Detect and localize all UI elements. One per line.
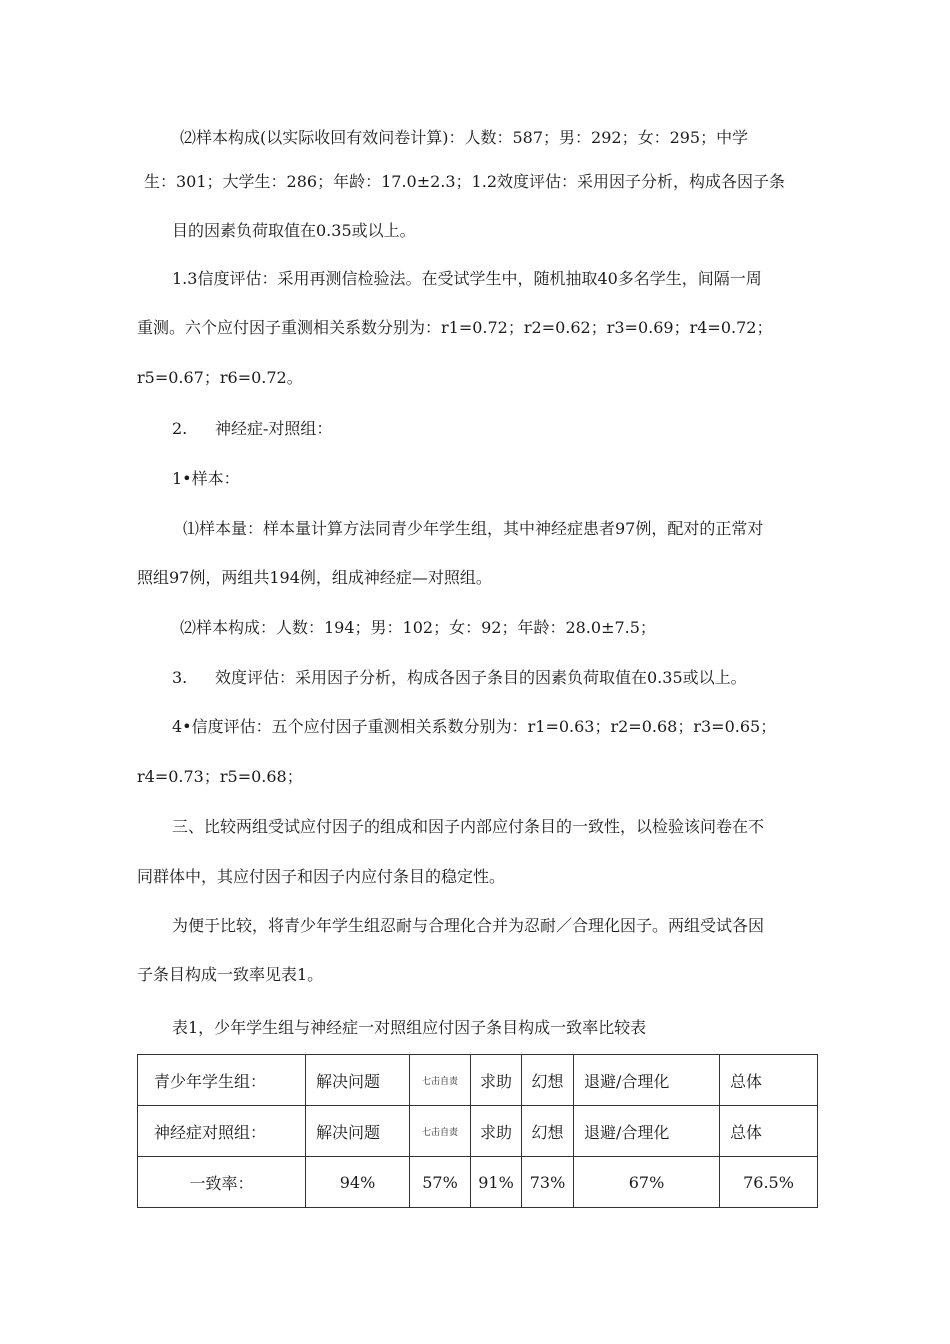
table-cell-problem-solving: 解决问题 [306, 1106, 410, 1157]
table-cell-row-label: 一致率： [138, 1157, 306, 1208]
paragraph-sample-composition-neurosis: ⑵样本构成：人数：194；男：102；女：92；年龄：28.0±7.5； [180, 618, 656, 637]
paragraph-reliability-line1: 1.3信度评估：采用再测信检验法。在受试学生中，随机抽取40多名学生，间隔一周 [172, 269, 762, 288]
table-row-adolescent [138, 1055, 818, 1106]
section-validity-number: 3. [172, 668, 188, 687]
consistency-table [137, 1054, 818, 1208]
paragraph-sample-composition-line2: 生：301；大学生：286；年龄：17.0±2.3；1.2效度评估：采用因子分析，构成各因子条 [144, 172, 786, 191]
table-cell-self-blame-rate: 57% [410, 1157, 471, 1208]
table-cell-row-label: 青少年学生组： [138, 1055, 306, 1106]
table-cell-problem-solving-rate: 94% [306, 1157, 410, 1208]
table-cell-seek-help: 求助 [471, 1106, 522, 1157]
paragraph-merge-line1: 为便于比较，将青少年学生组忍耐与合理化合并为忍耐／合理化因子。两组受试各因 [172, 916, 765, 935]
table-row-neurosis [138, 1106, 818, 1157]
table-cell-avoidance-rate: 67% [574, 1157, 720, 1208]
table-cell-seek-help-rate: 91% [471, 1157, 522, 1208]
paragraph-sample-size-line1: ⑴样本量：样本量计算方法同青少年学生组，其中神经症患者97例，配对的正常对 [183, 519, 764, 538]
section-heading-neurosis-control: 神经症-对照组： [215, 419, 333, 438]
paragraph-sample-size-line2: 照组97例，两组共194例，组成神经症—对照组。 [137, 568, 492, 587]
table-cell-fantasy: 幻想 [522, 1055, 574, 1106]
table-cell-overall: 总体 [720, 1055, 818, 1106]
table-row-consistency-rate [138, 1157, 818, 1208]
section-validity-text: 效度评估：采用因子分析，构成各因子条目的因素负荷取值在0.35或以上。 [215, 668, 747, 687]
table-cell-overall-rate: 76.5% [720, 1157, 818, 1208]
paragraph-sample-composition-line3: 目的因素负荷取值在0.35或以上。 [172, 221, 416, 240]
table-cell-fantasy-rate: 73% [522, 1157, 574, 1208]
paragraph-merge-line2: 子条目构成一致率见表1。 [137, 965, 324, 984]
paragraph-comparison-line1: 三、比较两组受试应付因子的组成和因子内部应付条目的一致性，以检验该问卷在不 [172, 817, 765, 836]
table-cell-self-blame: 七击自责 [410, 1106, 471, 1157]
paragraph-reliability-line3: r5=0.67；r6=0.72。 [137, 368, 303, 387]
paragraph-comparison-line2: 同群体中，其应付因子和因子内应付条目的稳定性。 [137, 867, 506, 886]
table-cell-fantasy: 幻想 [522, 1106, 574, 1157]
paragraph-sample-composition-line1: ⑵样本构成(以实际收回有效问卷计算)：人数：587；男：292；女：295；中学 [180, 128, 749, 147]
table-cell-row-label: 神经症对照组： [138, 1106, 306, 1157]
table-caption: 表1，少年学生组与神经症一对照组应付因子条目构成一致率比较表 [172, 1018, 647, 1037]
table-cell-self-blame: 七击自责 [410, 1055, 471, 1106]
paragraph-reliability-neurosis-line1: 4•信度评估：五个应付因子重测相关系数分别为：r1=0.63；r2=0.68；r3=0.65； [172, 717, 777, 736]
table-cell-avoidance: 退避/合理化 [574, 1055, 720, 1106]
table-cell-problem-solving: 解决问题 [306, 1055, 410, 1106]
subheading-sample: 1•样本： [172, 469, 240, 488]
paragraph-reliability-neurosis-line2: r4=0.73；r5=0.68； [137, 767, 303, 786]
section-heading-number: 2. [172, 419, 188, 438]
table-cell-overall: 总体 [720, 1106, 818, 1157]
table-cell-avoidance: 退避/合理化 [574, 1106, 720, 1157]
table-cell-seek-help: 求助 [471, 1055, 522, 1106]
paragraph-reliability-line2: 重测。六个应付因子重测相关系数分别为：r1=0.72；r2=0.62；r3=0.69；r4=0.72； [137, 318, 773, 337]
